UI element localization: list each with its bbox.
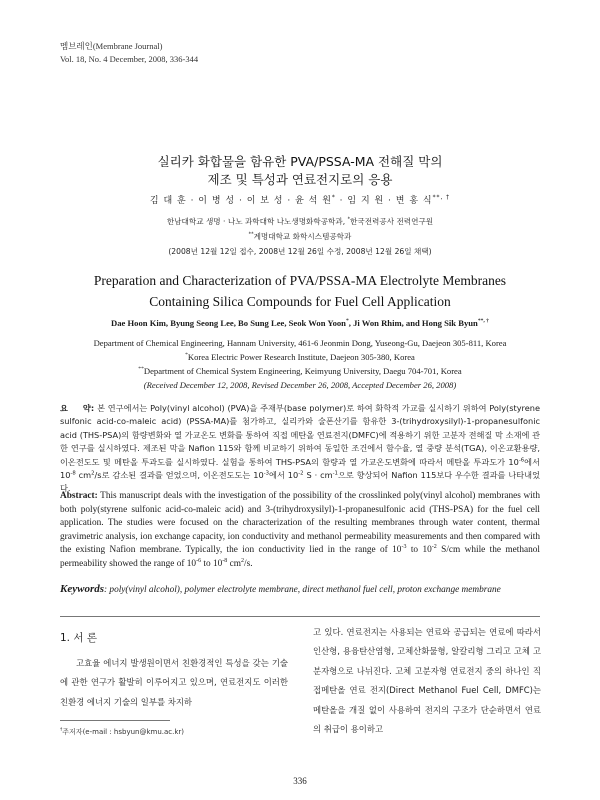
abstract-en-text-1: This manuscript deals with the investigation of the possibility of the crosslinked poly(vinyl alcohol) membranes with both poly(styrene sulfonic acid-co-maleic acid) and 3-(trihydroxysilyl)-1-propanesulfonic acid (THS-PSA) for the fuel cell application. The studies were focused on the characterization of the resulting membranes through water content, thermal gravimetric analysis, ion exchange capacity, ion conductivity and methanol permeability measurements and then compared with the existing Nafion membrane. Typically, the ion conductivity lied in the range of 10: [60, 491, 540, 556]
affiliation-en-2: Korea Electric Power Research Institute, Daejeon 305-380, Korea: [187, 352, 415, 362]
abstract-divider: [60, 616, 540, 617]
abstract-en-text-5: cm: [227, 558, 241, 569]
abstract-kr-text-5: 에서 10: [269, 470, 299, 481]
intro-left-column: [60, 654, 288, 712]
affiliation-en-3: Department of Chemical System Engineering, Keimyung University, Daegu 704-701, Korea: [143, 366, 462, 376]
abstract-kr-text-1: 본 연구에서는 Poly(vinyl alcohol) (PVA)을 주재부(base polymer)로 하여 화학적 가교를 실시하기 위하여 Poly(styrene sulfonic acid-co-maleic acid) (PSSA-MA)를 첨가하고, 실리카와 술폰산기를 함유한 3-(trihydroxysilyl)-1-propanesulfonic acid (THS-PSA)의 함량변화와 열 가교온도 변화를 통하여 직접 메탄올 연료전지(DMFC)에 적용하기 위한 고분자 전해질 막 소재에 관한 연구를 실시하였다. 제조된 막을 Nafion 115와 함께 비교하기 위하여 동일한 조건에서 함수율, 열 중량 분석(TGA), 이온교환용량, 이온전도도 및 메탄올 투과도를 실시하였다. 실험을 통하여 THS-PSA의 함량과 열 가교온도변화에 따라서 메탄올 투과도가 10: [60, 403, 541, 467]
authors-kr-mark1: *: [331, 195, 336, 201]
affiliation-en-mark-a: *: [185, 352, 188, 359]
authors-en: [0, 318, 600, 328]
title-en-line2: Containing Silica Compounds for Fuel Cell Application: [149, 294, 451, 309]
abstract-en-exp-4: -8: [222, 557, 228, 564]
title-kr-line1: 실리카 화합물을 함유한 PVA/PSSA-MA 전해질 막의: [157, 154, 443, 169]
footnote-mark: †: [60, 727, 63, 733]
abstract-en-exp-2: -2: [431, 544, 437, 551]
affiliation-kr-2: 계명대학교 화학시스템공학과: [253, 232, 352, 241]
abstract-en-exp-1: -3: [401, 544, 407, 551]
abstract-kr-label: 요 약:: [60, 403, 98, 413]
affiliation-en-mark-b: **: [138, 366, 144, 373]
abstract-en-text-3: S/cm while the methanol permeability showed the range of 10: [60, 545, 540, 569]
abstract-en-text-6: /s.: [244, 558, 253, 569]
authors-en-mark2: **, †: [477, 318, 489, 325]
abstract-en-label: Abstract:: [60, 491, 98, 501]
affiliation-kr-line2: [0, 231, 600, 242]
affiliation-en-line1: Department of Chemical Engineering, Hannam University, 461-6 Jeonmin Dong, Yuseong-Gu, Daejeon 305-811, Korea: [93, 338, 507, 348]
affiliation-kr-1b: 한국전력공사 전력연구원: [350, 217, 434, 226]
abstract-kr-exp-6: -1: [332, 470, 338, 477]
abstract-kr-text-7: 으로 향상되어 Nafion 115보다 우수한 결과를 나타내었다.: [60, 470, 540, 494]
affiliation-kr-line1: [0, 216, 600, 227]
abstract-kr: [60, 402, 540, 496]
affiliation-kr-1a: 한남대학교 생명 · 나노 과학대학 나노생명화학공학과,: [166, 217, 348, 226]
abstract-kr-text-6: S · cm: [303, 470, 333, 481]
abstract-en-exp-3: -6: [196, 557, 202, 564]
abstract-en-text-4: to 10: [201, 558, 223, 569]
abstract-kr-exp-5: -2: [298, 470, 304, 477]
abstract-kr-text-2: 에서 10: [60, 456, 540, 481]
abstract-kr-exp-4: -3: [263, 470, 270, 477]
journal-volume: Vol. 18, No. 4 December, 2008, 336-344: [60, 54, 199, 64]
abstract-kr-text-3: cm: [75, 470, 92, 481]
authors-kr: [0, 193, 600, 206]
page-number: 336: [293, 776, 307, 786]
abstract-kr-exp-1: -6: [518, 456, 525, 463]
keywords: [60, 583, 540, 597]
footnote: [60, 727, 184, 737]
authors-en-mark1: *: [345, 318, 349, 325]
abstract-kr-exp-2: -8: [70, 470, 76, 477]
keywords-text: : poly(vinyl alcohol), polymer electrolyte membrane, direct methanol fuel cell, proton exchange membrane: [104, 585, 501, 595]
journal-name: 멤브레인(Membrane Journal): [60, 41, 163, 51]
authors-kr-part2: · 임 지 원 · 변 홍 식: [335, 196, 433, 206]
received-dates-kr: (2008년 12월 12일 접수, 2008년 12월 26일 수정, 2008년 12월 26일 채택): [168, 247, 432, 256]
received-dates-en: (Received December 12, 2008, Revised December 26, 2008, Accepted December 26, 2008): [143, 380, 457, 390]
title-en-line1: Preparation and Characterization of PVA/PSSA-MA Electrolyte Membranes: [93, 273, 507, 288]
intro-right-column: 고 있다. 연료전지는 사용되는 연료와 공급되는 연료에 따라서 인산형, 용융탄산염형, 고체산화물형, 알칼리형 그리고 고체 고분자형으로 나뉘진다. 고체 고분자형 연료전지 중의 하나인 직접메탄올 연료 전지(Direct Methanol Fuel Cell, DMFC)는 메탄올을 개질 없이 사용하여 전지의 구조가 단순하면서 연료의 취급이 용이하고: [313, 627, 541, 735]
affiliation-kr-mark1: *: [347, 216, 351, 223]
section-heading-introduction: 1. 서 론: [60, 632, 97, 644]
authors-en-part2: , Ji Won Rhim, and Hong Sik Byun: [348, 318, 478, 328]
abstract-kr-exp-3: 2: [91, 470, 95, 477]
affiliation-kr-mark2: **: [248, 231, 254, 238]
affiliation-en-line3: [0, 366, 600, 376]
authors-kr-mark2: **, †: [432, 195, 451, 201]
keywords-label: Keywords: [60, 583, 104, 595]
footnote-text: 주저자(e-mail : hsbyun@kmu.ac.kr): [62, 728, 185, 736]
intro-left-text: 고효율 에너지 발생원이면서 친환경적인 특성을 갖는 기술에 관한 연구가 활발히 이루어지고 있으며, 연료전지도 이러한 친환경 에너지 기술의 일부를 차지하: [60, 658, 288, 707]
authors-kr-part1: 김 대 훈 · 이 병 성 · 이 보 성 · 윤 석 원: [149, 196, 332, 206]
authors-en-part1: Dae Hoon Kim, Byung Seong Lee, Bo Sung Lee, Seok Won Yoon: [111, 318, 346, 328]
abstract-en: [60, 490, 540, 572]
title-kr-line2: 제조 및 특성과 연료전지로의 응용: [207, 172, 393, 187]
abstract-kr-text-4: /s로 감소된 결과를 얻었으며, 이온전도도는 10: [94, 470, 264, 481]
footnote-divider: [60, 720, 170, 721]
abstract-en-text-2: to 10: [406, 545, 432, 556]
abstract-en-exp-5: 2: [241, 557, 245, 564]
affiliation-en-line2: [0, 352, 600, 362]
